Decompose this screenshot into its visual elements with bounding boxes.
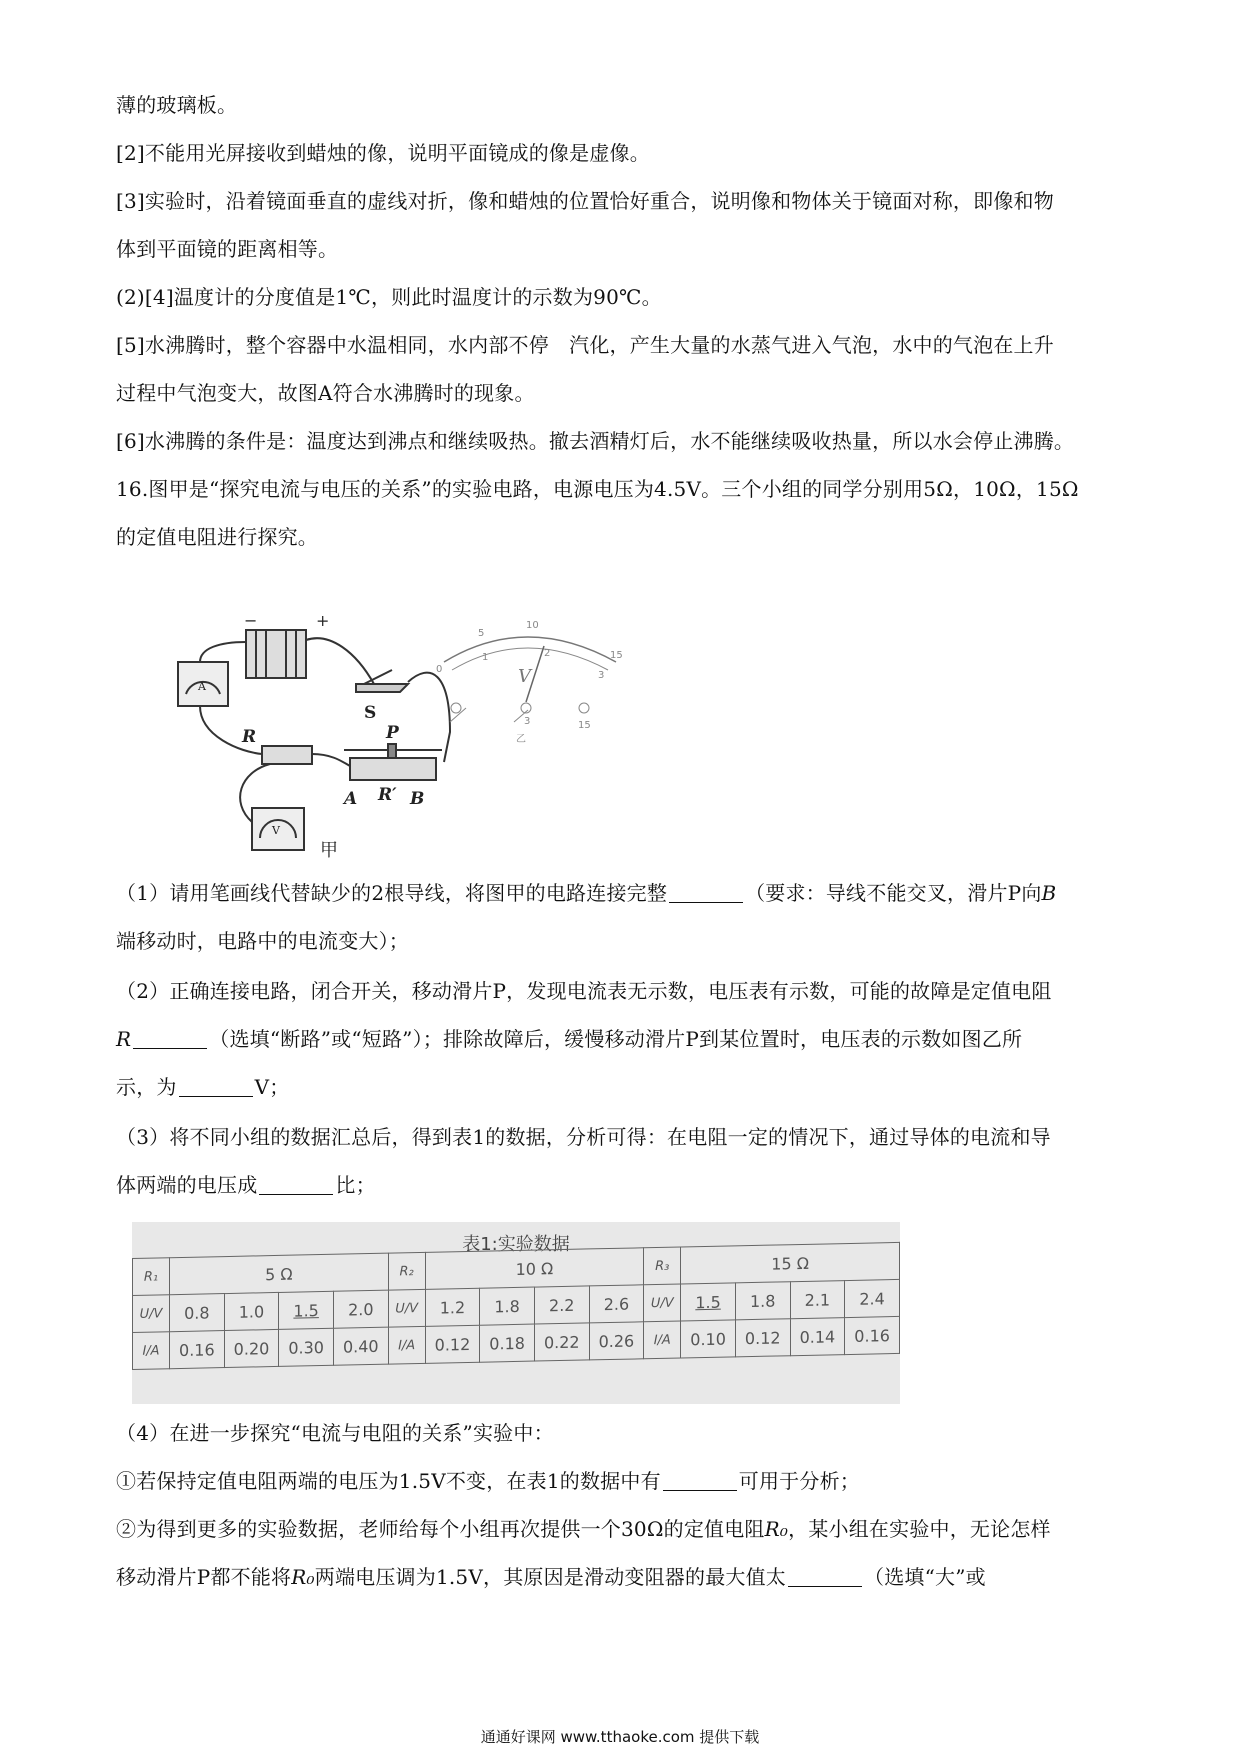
- table-i-label: I/A: [133, 1332, 170, 1370]
- table-r2-header: R₂: [388, 1252, 425, 1290]
- q4-text-i: 两端电压调为1.5V，其原因是滑动变阻器的最大值太: [314, 1565, 786, 1589]
- ammeter-label: A: [198, 680, 206, 693]
- q4-text-j: （选填“大”或: [864, 1565, 986, 1589]
- resistor-R-label: R: [242, 727, 257, 747]
- data-table: [132, 1242, 900, 1370]
- table-cell: 1.0: [224, 1292, 279, 1330]
- table-cell: 0.12: [735, 1319, 790, 1357]
- question-4-part2: [116, 1516, 1126, 1542]
- q4-text-R0b: R₀: [291, 1565, 315, 1589]
- table-cell: 1.8: [480, 1287, 535, 1325]
- table-i-label: I/A: [388, 1326, 425, 1364]
- question-2-end: [116, 1074, 1126, 1100]
- rheostat-Rp-label: R′: [378, 785, 397, 805]
- table-cell: 2.4: [845, 1279, 900, 1317]
- answer-blank-4[interactable]: [259, 1174, 333, 1195]
- text-line: (2)[4]温度计的分度值是1℃，则此时温度计的示数为90℃。: [116, 285, 662, 309]
- q4-text-c: 可用于分析；: [738, 1469, 860, 1493]
- q4-text-R0: R₀: [764, 1517, 789, 1541]
- table-r2-ohm: 10 Ω: [425, 1248, 644, 1290]
- question-2: （2）正确连接电路，闭合开关，移动滑片P，发现电流表无示数，电压表有示数，可能的故障是定值电阻: [116, 979, 1052, 1003]
- figure-yi-label: 乙: [516, 734, 526, 745]
- q2-text-R: R: [116, 1027, 132, 1051]
- dial-scale-10: 10: [526, 620, 539, 631]
- table-cell: 1.2: [425, 1288, 480, 1326]
- terminal-A-label: A: [344, 789, 358, 809]
- table-title: 表1:实验数据: [462, 1234, 570, 1255]
- answer-blank-1[interactable]: [669, 882, 743, 903]
- q2-text-d: 示，为: [116, 1075, 177, 1099]
- text-line: [5]水沸腾时，整个容器中水温相同，水内部不停 汽化，产生大量的水蒸气进入气泡，水中的气泡在上升: [116, 333, 1054, 357]
- answer-blank-3[interactable]: [179, 1076, 253, 1097]
- table-cell: 0.30: [279, 1328, 334, 1366]
- text-line: 薄的玻璃板。: [116, 93, 238, 117]
- voltmeter-dial: [436, 620, 623, 745]
- table-cell: 0.22: [534, 1323, 589, 1361]
- q1-text-B: B: [1041, 881, 1057, 905]
- table-cell: 0.16: [845, 1316, 900, 1354]
- circuit-figure: [160, 612, 680, 862]
- dial-inner-2: 2: [544, 648, 551, 659]
- table-r3-ohm: 15 Ω: [681, 1242, 900, 1284]
- dial-scale-5: 5: [478, 628, 485, 639]
- q4-text-f: ，某小组在实验中，无论怎样: [788, 1517, 1051, 1541]
- switch-S-label: S: [364, 703, 377, 723]
- table-cell: 1.8: [735, 1282, 790, 1320]
- answer-blank-2[interactable]: [133, 1028, 207, 1049]
- table-cell: 1.5: [279, 1291, 334, 1329]
- q2-text-c: （选填“断路”或“短路”）；排除故障后，缓慢移动滑片P到某位置时，电压表的示数如图乙所: [209, 1027, 1023, 1051]
- table-cell: 0.26: [589, 1322, 644, 1360]
- table-cell: 0.40: [333, 1327, 388, 1365]
- table-r1-header: R₁: [133, 1258, 170, 1296]
- terminal-B-label: B: [410, 789, 425, 809]
- table-cell: 1.5: [681, 1283, 736, 1321]
- dial-scale-0: 0: [436, 664, 443, 675]
- table-r1-ohm: 5 Ω: [170, 1253, 389, 1295]
- text-line: 的定值电阻进行探究。: [116, 525, 318, 549]
- question-4-part2-cont: [116, 1564, 1126, 1590]
- question-3: （3）将不同小组的数据汇总后，得到表1的数据，分析可得：在电阻一定的情况下，通过导体的电流和导: [116, 1125, 1051, 1149]
- q1-text-a: （1）请用笔画线代替缺少的2根导线，将图甲的电路连接完整: [116, 881, 668, 905]
- question-2-cont: [116, 1026, 1126, 1052]
- table-cell: 2.6: [589, 1285, 644, 1323]
- q1-text-b: （要求：导线不能交叉，滑片P向: [745, 881, 1042, 905]
- figure-jia-label: 甲: [320, 840, 338, 861]
- dial-scale-15: 15: [610, 650, 623, 661]
- slider-P-label: P: [386, 723, 399, 743]
- dial-V-label: V: [518, 666, 531, 687]
- voltmeter-small-label: V: [272, 824, 280, 837]
- question-1: [116, 880, 1126, 906]
- dial-inner-3: 3: [598, 670, 605, 681]
- table-cell: 2.2: [534, 1286, 589, 1324]
- table-cell: 0.14: [790, 1318, 845, 1356]
- table-u-label: U/V: [644, 1284, 681, 1322]
- question-4: （4）在进一步探究“电流与电阻的关系”实验中：: [116, 1421, 554, 1445]
- text-line: [6]水沸腾的条件是：温度达到沸点和继续吸热。撤去酒精灯后，水不能继续吸收热量，所以水会停止沸腾。: [116, 429, 1075, 453]
- text-line: 过程中气泡变大，故图A符合水沸腾时的现象。: [116, 381, 535, 405]
- terminal-3-label: 3: [524, 716, 531, 727]
- table-r3-header: R₃: [644, 1247, 681, 1285]
- q3-text-b: 体两端的电压成: [116, 1173, 258, 1197]
- table-cell: 2.0: [333, 1290, 388, 1328]
- q4-text-b: ①若保持定值电阻两端的电压为1.5V不变，在表1的数据中有: [116, 1469, 661, 1493]
- battery-minus-label: −: [244, 612, 258, 630]
- data-table-image: [132, 1222, 900, 1404]
- table-i-label: I/A: [644, 1321, 681, 1359]
- table-u-label: U/V: [133, 1295, 170, 1333]
- question-4-part1: [116, 1468, 1126, 1494]
- question-16-stem: 16.图甲是“探究电流与电压的关系”的实验电路，电源电压为4.5V。三个小组的同学分别用5Ω，10Ω，15Ω: [116, 477, 1079, 501]
- table-cell: 0.18: [480, 1324, 535, 1362]
- text-line: 体到平面镜的距离相等。: [116, 237, 339, 261]
- table-cell: 0.16: [170, 1331, 225, 1369]
- table-cell: 0.12: [425, 1325, 480, 1363]
- q3-text-c: 比；: [335, 1173, 376, 1197]
- table-cell: 0.20: [224, 1329, 279, 1367]
- answer-blank-5[interactable]: [663, 1470, 737, 1491]
- table-cell: 0.10: [681, 1320, 736, 1358]
- page-footer: 通通好课网 www.tthaoke.com 提供下载: [480, 1728, 760, 1746]
- question-3-cont: [116, 1172, 1126, 1198]
- battery-plus-label: +: [316, 612, 330, 630]
- text-line: [3]实验时，沿着镜面垂直的虚线对折，像和蜡烛的位置恰好重合，说明像和物体关于镜面对称，即像和物: [116, 189, 1054, 213]
- text-line: [2]不能用光屏接收到蜡烛的像，说明平面镜成的像是虚像。: [116, 141, 650, 165]
- table-u-label: U/V: [388, 1289, 425, 1327]
- q4-text-g: 移动滑片P都不能将: [116, 1565, 292, 1589]
- terminal-15-label: 15: [578, 720, 591, 731]
- q2-text-e: V；: [254, 1075, 290, 1099]
- answer-blank-6[interactable]: [788, 1566, 862, 1587]
- table-cell: 0.8: [170, 1294, 225, 1332]
- question-1-cont: 端移动时，电路中的电流变大）；: [116, 929, 409, 953]
- q4-text-d: ②为得到更多的实验数据，老师给每个小组再次提供一个30Ω的定值电阻: [116, 1517, 765, 1541]
- dial-inner-1: 1: [482, 652, 489, 663]
- table-cell: 2.1: [790, 1281, 845, 1319]
